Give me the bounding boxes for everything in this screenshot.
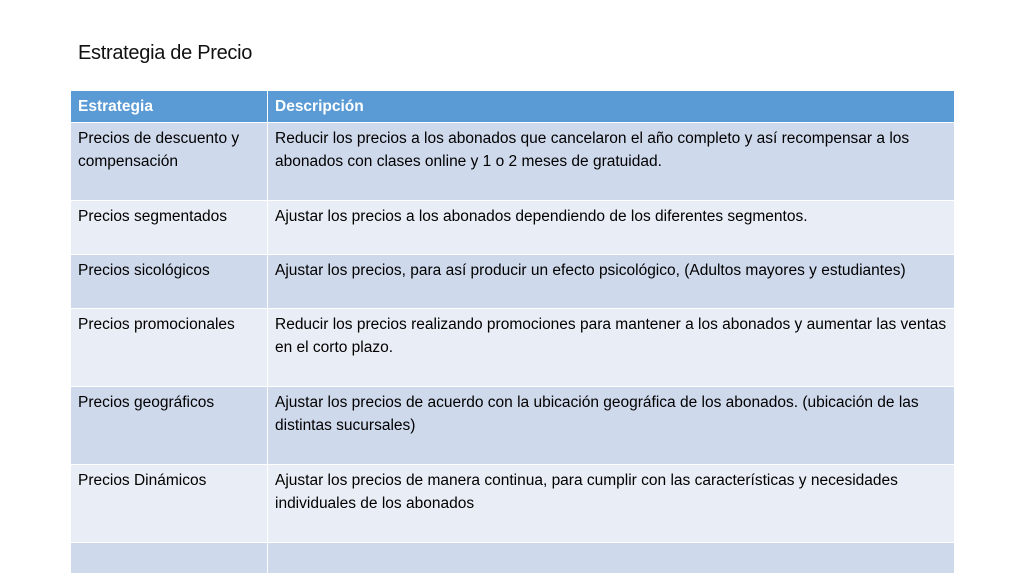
strategy-cell [71,543,268,574]
strategy-cell: Precios Dinámicos [71,465,268,543]
strategy-cell: Precios sicológicos [71,255,268,309]
strategy-cell: Precios geográficos [71,387,268,465]
table-row [71,309,955,387]
description-cell: Ajustar los precios a los abonados dependiendo de los diferentes segmentos. [268,201,955,255]
table-row [71,387,955,465]
table-row [71,465,955,543]
header-estrategia: Estrategia [71,91,268,123]
strategy-cell: Precios segmentados [71,201,268,255]
description-cell: Ajustar los precios de acuerdo con la ubicación geográfica de los abonados. (ubicación de las distintas sucursales) [268,387,955,465]
table-header-row [71,91,955,123]
strategy-cell: Precios de descuento y compensación [71,123,268,201]
table-row-empty [71,543,955,574]
description-cell: Ajustar los precios, para así producir un efecto psicológico, (Adultos mayores y estudiantes) [268,255,955,309]
description-cell: Ajustar los precios de manera continua, para cumplir con las características y necesidades individuales de los abonados [268,465,955,543]
description-cell: Reducir los precios realizando promociones para mantener a los abonados y aumentar las ventas en el corto plazo. [268,309,955,387]
table-row [71,255,955,309]
description-cell: Reducir los precios a los abonados que cancelaron el año completo y así recompensar a los abonados con clases online y 1 o 2 meses de gratuidad. [268,123,955,201]
description-cell [268,543,955,574]
strategy-cell: Precios promocionales [71,309,268,387]
header-descripcion: Descripción [268,91,955,123]
strategy-table [70,90,955,574]
table-row [71,201,955,255]
table-row [71,123,955,201]
slide-title: Estrategia de Precio [78,42,253,64]
